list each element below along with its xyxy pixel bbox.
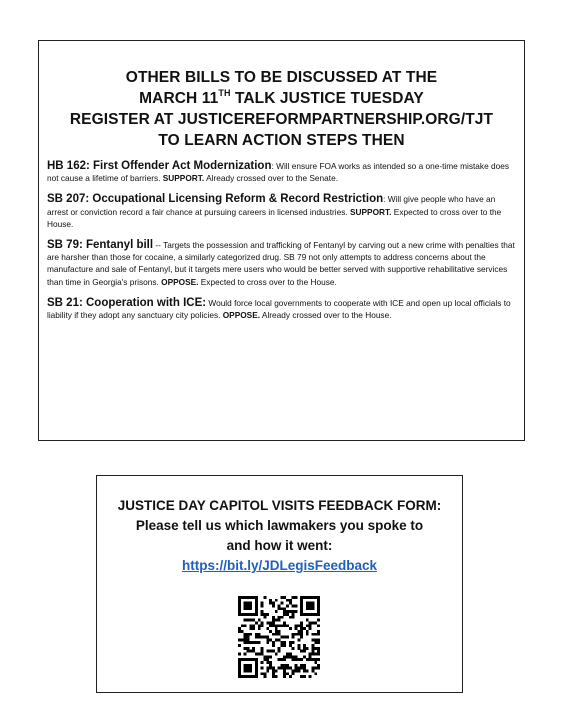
heading-event: TALK JUSTICE TUESDAY bbox=[230, 90, 424, 107]
bill-stance: OPPOSE. bbox=[161, 276, 199, 287]
bills-heading bbox=[47, 67, 516, 151]
feedback-link[interactable]: https://bit.ly/JDLegisFeedback bbox=[181, 558, 378, 573]
bill-description: : Will ensure FOA works as intended so a one-time mistake does not cause a lifetime of barriers. bbox=[47, 161, 509, 184]
bill-title: HB 162: First Offender Act Modernization bbox=[47, 160, 272, 172]
feedback-box bbox=[96, 475, 463, 693]
feedback-instruction: Please tell us which lawmakers you spoke to bbox=[135, 518, 424, 533]
bill-title: SB 21: Cooperation with ICE: bbox=[47, 296, 207, 309]
heading-line-1: OTHER BILLS TO BE DISCUSSED AT THE bbox=[125, 69, 438, 86]
feedback-title: JUSTICE DAY CAPITOL VISITS FEEDBACK FORM: bbox=[117, 498, 442, 513]
bill-status: Expected to cross over to the House. bbox=[47, 206, 502, 229]
heading-date: MARCH 11 bbox=[139, 90, 219, 107]
bills-box bbox=[38, 40, 525, 441]
heading-date-suffix: TH bbox=[218, 88, 231, 98]
bill-description: -- Targets the possession and trafficking of Fentanyl by carving out a new crime with penalties that are harsher than those for cocaine, a similarly categorized drug. SB 79 not only attempts to address concerns about the manufacture and sale of Fentanyl, but it targets mere users who would be better served with supportive rehabilitative services than time in Georgia's prisons. bbox=[47, 240, 515, 287]
heading-line-3: REGISTER AT JUSTICEREFORMPARTNERSHIP.ORG/TJT bbox=[69, 111, 494, 128]
feedback-instruction-2: and how it went: bbox=[226, 538, 333, 553]
bill-sb21 bbox=[47, 297, 516, 321]
bill-description: : Will give people who have an arrest or conviction record a fair chance at pursuing careers in licensed industries. bbox=[47, 194, 496, 217]
bill-hb162 bbox=[47, 160, 516, 184]
qr-code-icon[interactable] bbox=[238, 596, 320, 678]
bill-status: Already crossed over to the Senate. bbox=[204, 173, 339, 184]
bill-title: SB 207: Occupational Licensing Reform & Record Restriction bbox=[47, 193, 384, 206]
bill-description: Would force local governments to cooperate with ICE and open up local officials to liability if they adopt any sanctuary city policies. bbox=[47, 297, 511, 321]
bill-sb79 bbox=[47, 239, 516, 288]
bill-sb207 bbox=[47, 193, 516, 230]
heading-line-2 bbox=[47, 88, 516, 109]
bill-title: SB 79: Fentanyl bill bbox=[47, 239, 154, 252]
bill-status: Expected to cross over to the House. bbox=[198, 276, 337, 287]
heading-line-4: TO LEARN ACTION STEPS THEN bbox=[158, 132, 405, 149]
bill-stance: OPPOSE. bbox=[222, 310, 261, 321]
bill-stance: SUPPORT. bbox=[162, 173, 205, 184]
bill-status: Already crossed over to the House. bbox=[260, 310, 392, 321]
bill-stance: SUPPORT. bbox=[349, 206, 392, 217]
